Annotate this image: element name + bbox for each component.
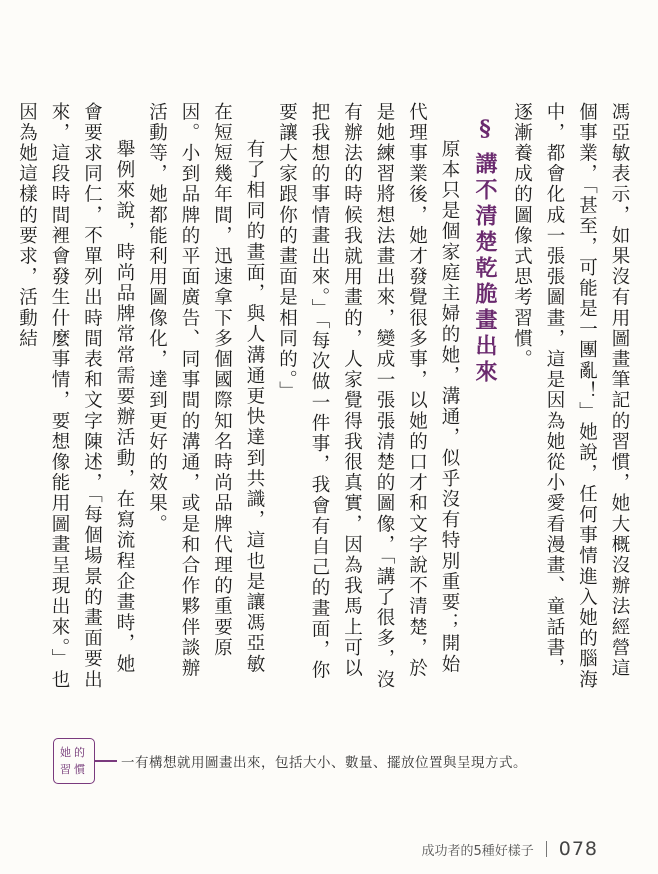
section-mark: § xyxy=(472,116,498,146)
paragraph-2: 原本只是個家庭主婦的她，溝通，似乎沒有特別重要；開始代理事業後，她才發覺很多事，以她的口才和文字說不清楚，於是她練習將想法畫出來，變成一張張清楚的圖像，「講了很多，沒有辦法的時候我就用畫的，人家覺得我很真實，因為我馬上可以把我想的事情畫出來。」「每次做一件事，我會有自己的畫面，你要讓大家跟你的畫面是相同的。」 xyxy=(276,102,460,691)
habit-badge-line1: 她的 xyxy=(60,746,88,759)
section-heading-text: 講不清楚乾脆畫出來 xyxy=(472,152,498,386)
paragraph-3: 有了相同的畫面，與人溝通更快達到共識，這也是讓馮亞敏在短短幾年間，迅速拿下多個國際知名時尚品牌代理的重要原因。小到品牌的平面廣告、同事間的溝通，或是和合作夥伴談辦活動等，她都能利用圖像化，達到更好的效果。 xyxy=(146,102,265,679)
habit-callout xyxy=(53,738,527,784)
habit-connector-line xyxy=(95,760,117,762)
footer-divider xyxy=(546,841,547,857)
habit-badge xyxy=(53,738,95,784)
vertical-body-text xyxy=(16,102,635,692)
section-heading xyxy=(465,102,505,692)
habit-text: 一有構想就用圖畫出來，包括大小、數量、擺放位置與呈現方式。 xyxy=(121,755,527,771)
page-footer xyxy=(421,838,598,860)
paragraph-4: 舉例來說，時尚品牌常常需要辦活動，在寫流程企畫時，她會要求同仁，不單列出時間表和文字陳述，「每個場景的畫面要出來，這段時間裡會發生什麼事情，要想像能用圖畫呈現出來。」也因為她這樣的要求，活動結 xyxy=(16,102,135,691)
page-number: 078 xyxy=(558,838,598,860)
habit-badge-line2: 習慣 xyxy=(60,763,88,776)
paragraph-intro: 馮亞敏表示，如果沒有用圖畫筆記的習慣，她大概沒辦法經營這個事業，「甚至，可能是一團亂！」她說，任何事情進入她的腦海中，都會化成一張張圖畫，這是因為她從小愛看漫畫、童話書，逐漸養成的圖像式思考習慣。 xyxy=(511,102,630,691)
running-title: 成功者的5種好樣子 xyxy=(421,843,534,859)
